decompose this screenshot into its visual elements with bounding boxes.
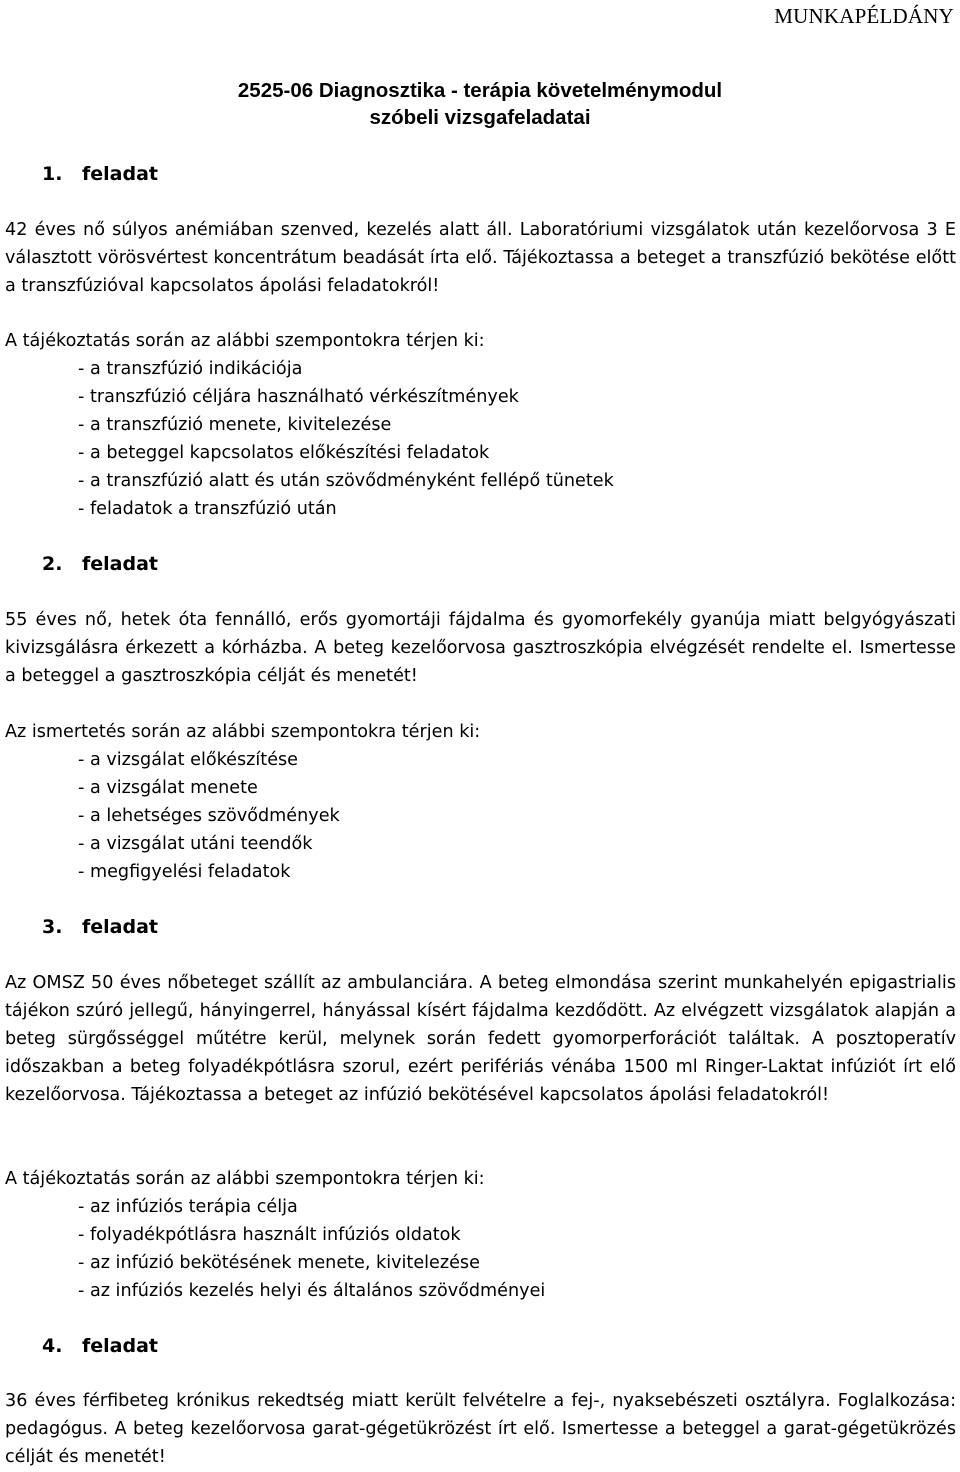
task-1-label: feladat	[82, 163, 158, 185]
list-item: - a lehetséges szövődmények	[78, 802, 340, 830]
task-2-scenario: 55 éves nő, hetek óta fennálló, erős gyomortáji fájdalma és gyomorfekély gyanúja miatt belgyógyászati kivizsgálásra érkezett a kórházba. A beteg kezelőorvosa gasztroszkópia elvégzését rendelte el. Ismertesse a beteggel a gasztroszkópia célját és menetét!	[5, 610, 956, 686]
list-item: - az infúzió bekötésének menete, kivitelezése	[78, 1249, 545, 1277]
task-3-points	[78, 1193, 545, 1305]
task-1-lead: A tájékoztatás során az alábbi szempontokra térjen ki:	[5, 331, 485, 351]
task-4-label: feladat	[82, 1335, 158, 1357]
task-2-lead: Az ismertetés során az alábbi szempontokra térjen ki:	[5, 722, 481, 742]
task-2-points	[78, 746, 340, 886]
title-line-1: 2525-06 Diagnosztika - terápia követelménymodul	[237, 79, 723, 102]
list-item: - feladatok a transzfúzió után	[78, 495, 614, 523]
list-item: - a transzfúzió indikációja	[78, 355, 614, 383]
list-item: - a vizsgálat utáni teendők	[78, 830, 340, 858]
watermark-label: MUNKAPÉLDÁNY	[774, 4, 954, 28]
title-line-2: szóbeli vizsgafeladatai	[369, 106, 591, 129]
list-item: - a transzfúzió alatt és után szövődményként fellépő tünetek	[78, 467, 614, 495]
task-3-label: feladat	[82, 916, 158, 938]
task-4-heading	[42, 1335, 158, 1357]
task-1-heading	[42, 163, 158, 185]
task-1-scenario: 42 éves nő súlyos anémiában szenved, kezelés alatt áll. Laboratóriumi vizsgálatok után kezelőorvosa 3 E választott vörösvértest koncentrátum beadását írta elő. Tájékoztassa a beteget a transzfúzió bekötése előtt a transzfúzióval kapcsolatos ápolási feladatokról!	[5, 220, 956, 296]
list-item: - az infúziós kezelés helyi és általános szövődményei	[78, 1277, 545, 1305]
list-item: - megfigyelési feladatok	[78, 858, 340, 886]
list-item: - transzfúzió céljára használható vérkészítmények	[78, 383, 614, 411]
page-title	[0, 77, 960, 131]
task-2-label: feladat	[82, 553, 158, 575]
task-2-number: 2.	[42, 553, 63, 575]
list-item: - a transzfúzió menete, kivitelezése	[78, 411, 614, 439]
task-1-number: 1.	[42, 163, 63, 185]
task-3-heading	[42, 916, 158, 938]
list-item: - az infúziós terápia célja	[78, 1193, 545, 1221]
task-3-scenario: Az OMSZ 50 éves nőbeteget szállít az ambulanciára. A beteg elmondása szerint munkahelyén epigastrialis tájékon szúró jellegű, hányingerrel, hányással kísért fájdalma kezdődött. Az elvégzett vizsgálatok alapján a beteg sürgősséggel műtétre kerül, melynek során fedett gyomorperforációt találtak. A posztoperatív időszakban a beteg folyadékpótlásra szorul, ezért perifériás vénába 1500 ml Ringer-Laktat infúziót írt elő kezelőorvosa. Tájékoztassa a beteget az infúzió bekötésével kapcsolatos ápolási feladatokról!	[5, 973, 956, 1105]
list-item: - a beteggel kapcsolatos előkészítési feladatok	[78, 439, 614, 467]
task-4-number: 4.	[42, 1335, 63, 1357]
task-4-scenario: 36 éves férfibeteg krónikus rekedtség miatt került felvételre a fej-, nyaksebészeti osztályra. Foglalkozása: pedagógus. A beteg kezelőorvosa garat-gégetükrözést írt elő. Ismertesse a beteggel a garat-gégetükrözés célját és menetét!	[5, 1391, 956, 1467]
list-item: - a vizsgálat menete	[78, 774, 340, 802]
list-item: - folyadékpótlásra használt infúziós oldatok	[78, 1221, 545, 1249]
task-3-lead: A tájékoztatás során az alábbi szempontokra térjen ki:	[5, 1169, 485, 1189]
list-item: - a vizsgálat előkészítése	[78, 746, 340, 774]
task-1-points	[78, 355, 614, 523]
task-2-heading	[42, 553, 158, 575]
task-3-number: 3.	[42, 916, 63, 938]
